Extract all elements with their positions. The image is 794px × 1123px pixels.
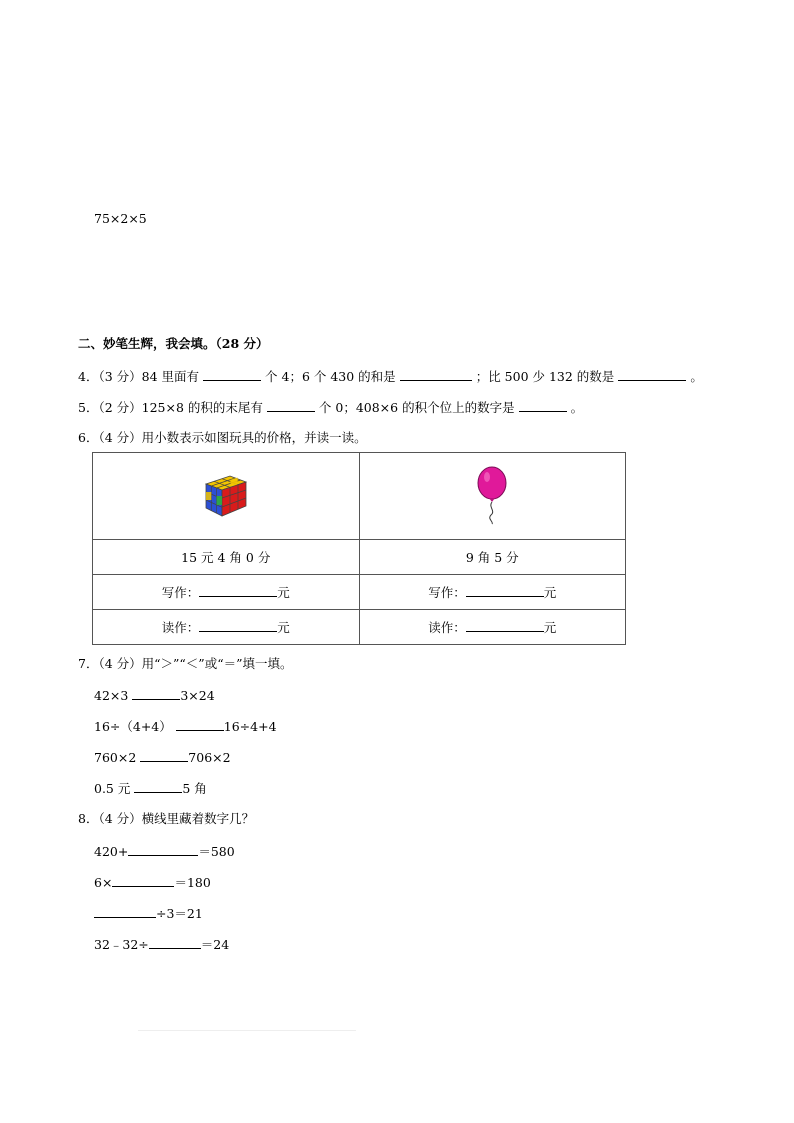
q8-after: ＝180 [174, 875, 211, 890]
prev-calc-item: 75×2×5 [94, 211, 147, 226]
q4-blank-3[interactable] [618, 368, 686, 381]
q8-after: ÷3＝21 [156, 906, 203, 921]
q8-blank[interactable] [112, 874, 174, 887]
q8-blank[interactable] [128, 843, 198, 856]
q7-blank[interactable] [176, 718, 224, 731]
q7-left: 16÷（4+4） [94, 719, 172, 734]
q8-before: 420+ [94, 844, 129, 859]
balloon-read-blank[interactable] [466, 619, 544, 632]
read-label: 读作： [428, 620, 466, 635]
q4-text-3: ；比 500 少 132 的数是 [475, 369, 615, 384]
balloon-write-cell [359, 575, 626, 610]
cube-write-cell [93, 575, 360, 610]
q7-right: 16÷4+4 [223, 719, 277, 734]
q4-text-1: 4．（3 分）84 里面有 [78, 369, 200, 384]
q8-after: ＝24 [200, 937, 230, 952]
q8-item [94, 905, 203, 922]
read-label: 读作： [161, 620, 200, 635]
q8-after: ＝580 [198, 844, 235, 859]
q7-right: 706×2 [188, 750, 231, 765]
q4-end: 。 [690, 369, 703, 384]
q8-blank[interactable] [149, 936, 201, 949]
question-7: 7．（4 分）用“＞”“＜”或“＝”填一填。 [78, 656, 293, 671]
q5-text-2: 个 0；408×6 的积个位上的数字是 [318, 400, 515, 415]
q7-item [94, 687, 215, 704]
q7-right: 3×24 [180, 688, 215, 703]
q4-blank-1[interactable] [203, 368, 261, 381]
section-2-title: 二、妙笔生辉，我会填。（28 分） [78, 336, 269, 351]
q7-blank[interactable] [134, 780, 182, 793]
q5-blank-1[interactable] [267, 399, 315, 412]
q8-blank[interactable] [94, 905, 156, 918]
question-6: 6．（4 分）用小数表示如图玩具的价格，并读一读。 [78, 430, 367, 445]
q7-left: 760×2 [94, 750, 137, 765]
toy-price-table [92, 452, 626, 645]
balloon-icon [474, 465, 510, 525]
cube-read-cell [93, 610, 360, 645]
q5-blank-2[interactable] [519, 399, 567, 412]
q7-left: 42×3 [94, 688, 129, 703]
balloon-price: 9 角 5 分 [359, 540, 626, 575]
q5-end: 。 [570, 400, 584, 415]
question-5 [78, 399, 583, 416]
q8-item [94, 936, 229, 953]
balloon-read-cell [359, 610, 626, 645]
q8-before: 32﹣32÷ [94, 937, 149, 952]
q7-blank[interactable] [132, 687, 180, 700]
write-label: 写作： [428, 585, 466, 600]
q7-item [94, 749, 231, 766]
toy-cell-cube [93, 453, 360, 540]
balloon-write-blank[interactable] [466, 584, 544, 597]
q7-left: 0.5 元 [94, 781, 131, 796]
q4-text-2: 个 4；6 个 430 的和是 [265, 369, 396, 384]
q8-before: 6× [94, 875, 113, 890]
cube-price: 15 元 4 角 0 分 [93, 540, 360, 575]
q7-item [94, 718, 277, 735]
cube-write-blank[interactable] [199, 584, 277, 597]
unit-label: 元 [543, 620, 557, 635]
q7-blank[interactable] [140, 749, 188, 762]
q7-right: 5 角 [182, 781, 207, 796]
q5-text-1: 5．（2 分）125×8 的积的末尾有 [78, 400, 263, 415]
write-label: 写作： [161, 585, 200, 600]
footer-divider [138, 1030, 356, 1031]
unit-label: 元 [277, 585, 290, 600]
q7-item [94, 780, 207, 797]
unit-label: 元 [277, 620, 290, 635]
cube-read-blank[interactable] [199, 619, 277, 632]
q4-blank-2[interactable] [400, 368, 472, 381]
toy-cell-balloon [359, 453, 626, 540]
q8-item [94, 843, 235, 860]
question-4 [78, 368, 703, 385]
q8-item [94, 874, 211, 891]
question-8: 8．（4 分）横线里藏着数字几？ [78, 811, 255, 826]
rubiks-cube-icon [202, 472, 250, 518]
unit-label: 元 [543, 585, 557, 600]
